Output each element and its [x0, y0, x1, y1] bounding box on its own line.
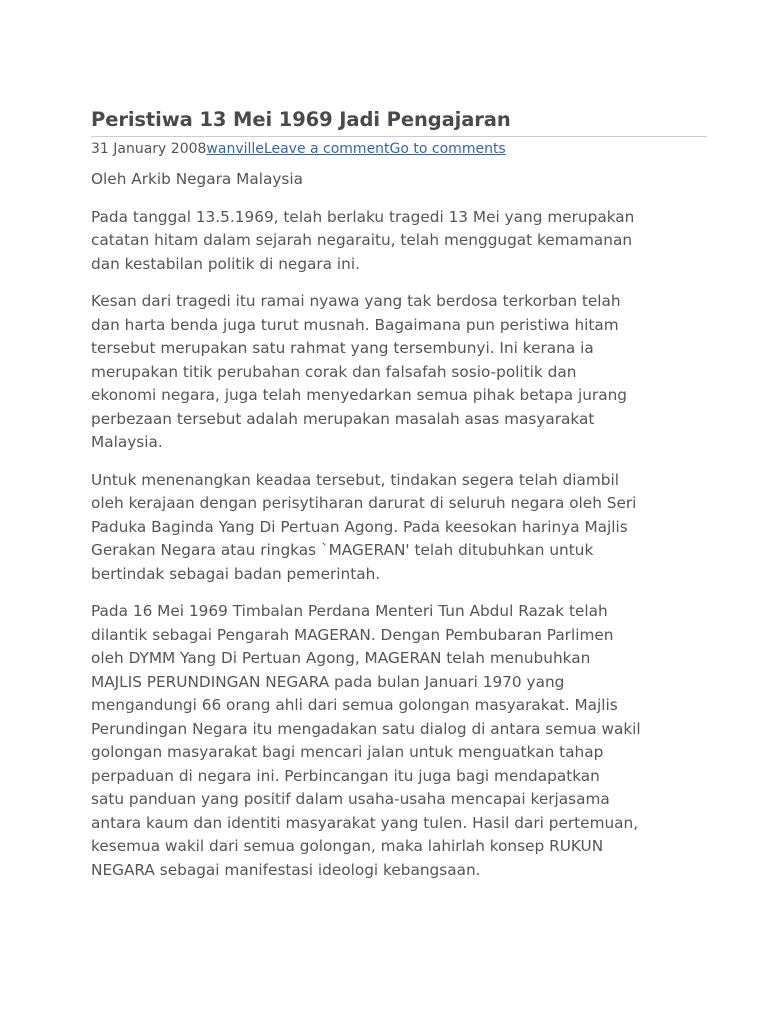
post-body	[91, 168, 707, 882]
body-paragraph-1: Pada tanggal 13.5.1969, telah berlaku tragedi 13 Mei yang merupakan catatan hitam dalam sejarah negaraitu, telah menggugat kemamanan dan kestabilan politik di negara ini.	[91, 207, 635, 273]
byline-paragraph: Oleh Arkib Negara Malaysia	[91, 170, 303, 188]
body-paragraph-4: Pada 16 Mei 1969 Timbalan Perdana Menteri Tun Abdul Razak telah dilantik sebagai Pengarah MAGERAN. Dengan Pembubaran Parlimen oleh DYMM Yang Di Pertuan Agong, MAGERAN telah menubuhkan MAJLIS PERUNDINGAN NEGARA pada bulan Januari 1970 yang mengandungi 66 orang ahli dari semua golongan masyarakat. Majlis Perundingan Negara itu mengadakan satu dialog di antara semua wakil golongan masyarakat bagi mencari jalan untuk menguatkan tahap perpaduan di negara ini. Perbincangan itu juga bagi mendapatkan satu panduan yang positif dalam usaha-usaha mencapai kerjasama antara kaum dan identiti masyarakat yang tulen. Hasil dari pertemuan, kesemua wakil dari semua golongan, maka lahirlah konsep RUKUN NEGARA sebagai manifestasi ideologi kebangsaan.	[91, 602, 641, 879]
go-to-comments-link[interactable]: Go to comments	[389, 141, 506, 157]
post-date: 31 January 2008	[91, 141, 207, 157]
post-title: Peristiwa 13 Mei 1969 Jadi Pengajaran	[91, 106, 707, 137]
author-link[interactable]: wanville	[206, 141, 264, 157]
blog-post	[91, 106, 707, 896]
leave-comment-link[interactable]: Leave a comment	[263, 141, 390, 157]
body-paragraph-3: Untuk menenangkan keadaa tersebut, tindakan segera telah diambil oleh kerajaan dengan perisytiharan darurat di seluruh negara oleh Seri Paduka Baginda Yang Di Pertuan Agong. Pada keesokan harinya Majlis Gerakan Negara atau ringkas `MAGERAN' telah ditubuhkan untuk bertindak sebagai badan pemerintah.	[91, 470, 637, 583]
body-paragraph-2: Kesan dari tragedi itu ramai nyawa yang tak berdosa terkorban telah dan harta benda juga turut musnah. Bagaimana pun peristiwa hitam tersebut merupakan satu rahmat yang tersembunyi. Ini kerana ia merupakan titik perubahan corak dan falsafah sosio-politik dan ekonomi negara, juga telah menyedarkan semua pihak betapa jurang perbezaan tersebut adalah merupakan masalah asas masyarakat Malaysia.	[91, 292, 627, 451]
post-meta	[91, 139, 707, 159]
